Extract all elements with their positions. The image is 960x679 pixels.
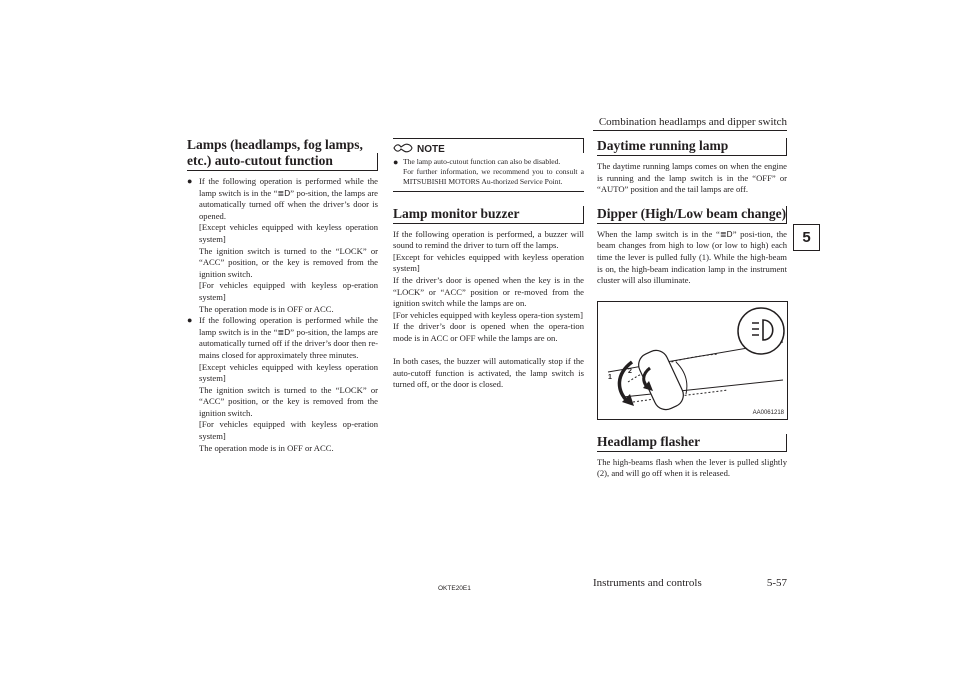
headlamp-symbol-icon: ≣D <box>719 229 733 239</box>
column-note-buzzer <box>393 138 584 391</box>
headlamp-symbol-icon: ≣D <box>277 327 291 337</box>
bullet-icon: ● <box>187 315 193 326</box>
note-label: NOTE <box>417 144 445 155</box>
paragraph: [Except vehicles equipped with keyless operation system] <box>199 222 378 244</box>
paragraph: [For vehicles equipped with keyless opera-tion system] <box>393 309 583 320</box>
note-text: For further information, we recommend you to consult a MITSUBISHI MOTORS Au-thorized Service Point. <box>403 167 584 187</box>
paragraph: The high-beams flash when the lever is pulled slightly (2), and will go off when it is released. <box>597 456 787 479</box>
paragraph: The operation mode is in OFF or ACC. <box>199 442 334 453</box>
column-auto-cutout <box>187 137 378 454</box>
bullet-icon: ● <box>187 176 193 186</box>
bullet-item <box>187 176 378 315</box>
paragraph: [Except for vehicles equipped with keyless operation system] <box>393 251 584 274</box>
bullet-icon: ● <box>393 157 399 167</box>
paragraph: The daytime running lamps comes on when the engine is running and the lamp switch is in the “OFF” or “AUTO” position and the tail lamps are off. <box>597 161 787 195</box>
page-footer <box>593 577 787 589</box>
section-heading-dipper: Dipper (High/Low beam change) <box>597 206 787 224</box>
paragraph: In both cases, the buzzer will automatically stop if the auto-cutoff function is activated, the lamp switch is turned off, or the door is closed. <box>393 356 584 390</box>
paragraph: If the following operation is performed, a buzzer will sound to remind the driver to turn off the lamps. <box>393 228 584 251</box>
section-heading-buzzer: Lamp monitor buzzer <box>393 206 584 224</box>
paragraph: The operation mode is in OFF or ACC. <box>199 303 334 314</box>
figure-code: AA0061218 <box>752 409 784 416</box>
lever-illustration <box>598 302 787 419</box>
column-daytime-dipper <box>597 138 787 480</box>
figure-callout-2: 2 <box>628 367 632 375</box>
section-heading-daytime: Daytime running lamp <box>597 138 787 156</box>
paragraph: [Except vehicles equipped with keyless operation system] <box>199 361 378 384</box>
running-header: Combination headlamps and dipper switch <box>598 116 787 128</box>
paragraph: If the driver’s door is opened when the key is in the “LOCK” or “ACC” position or re-moved from the ignition switch while the lamps are on. <box>393 274 584 309</box>
bullet-text: If the following operation is performed while the lamp switch is in the “≣D” po-sition, the lamps are automatically turned off if the driver’s door then re-mains closed for approximately three minutes. <box>199 315 378 360</box>
figure-lever <box>597 301 788 420</box>
section-heading-auto-cutout: Lamps (headlamps, fog lamps, etc.) auto-cutout function <box>187 137 378 171</box>
paragraph: When the lamp switch is in the “≣D” posi-tion, the beam changes from high to low (or low to high) each time the lever is pulled fully (1). While the high-beam is on, the high-beam indication lamp in the instrument cluster will also illuminate. <box>597 228 787 286</box>
note-text: The lamp auto-cutout function can also be disabled. <box>403 157 561 166</box>
footer-code: OKTE20E1 <box>438 585 471 592</box>
note-item <box>393 157 584 188</box>
figure-callout-1: 1 <box>608 373 612 381</box>
note-icon <box>393 141 413 159</box>
paragraph: [For vehicles equipped with keyless op-eration system] <box>199 280 378 302</box>
paragraph: The ignition switch is turned to the “LOCK” or “ACC” position, or the key is removed from the ignition switch. <box>199 384 378 418</box>
note-header <box>393 138 584 153</box>
paragraph: If the driver’s door is opened when the opera-tion mode is in ACC or OFF while the lamps are on. <box>393 321 584 343</box>
bullet-item <box>187 315 378 454</box>
paragraph: [For vehicles equipped with keyless op-eration system] <box>199 419 378 442</box>
header-rule <box>593 130 787 131</box>
footer-section: Instruments and controls <box>593 577 702 589</box>
headlamp-symbol-icon: ≣D <box>277 188 291 198</box>
section-heading-flasher: Headlamp flasher <box>597 434 787 452</box>
bullet-text: If the following operation is performed while the lamp switch is in the “≣D” po-sition, the lamps are automatically turned off when the driver’s door is opened. <box>199 176 378 221</box>
chapter-tab: 5 <box>793 224 820 251</box>
paragraph: The ignition switch is turned to the “LOCK” or “ACC” position, or the key is removed from the ignition switch. <box>199 245 378 279</box>
page-number: 5-57 <box>766 577 787 589</box>
